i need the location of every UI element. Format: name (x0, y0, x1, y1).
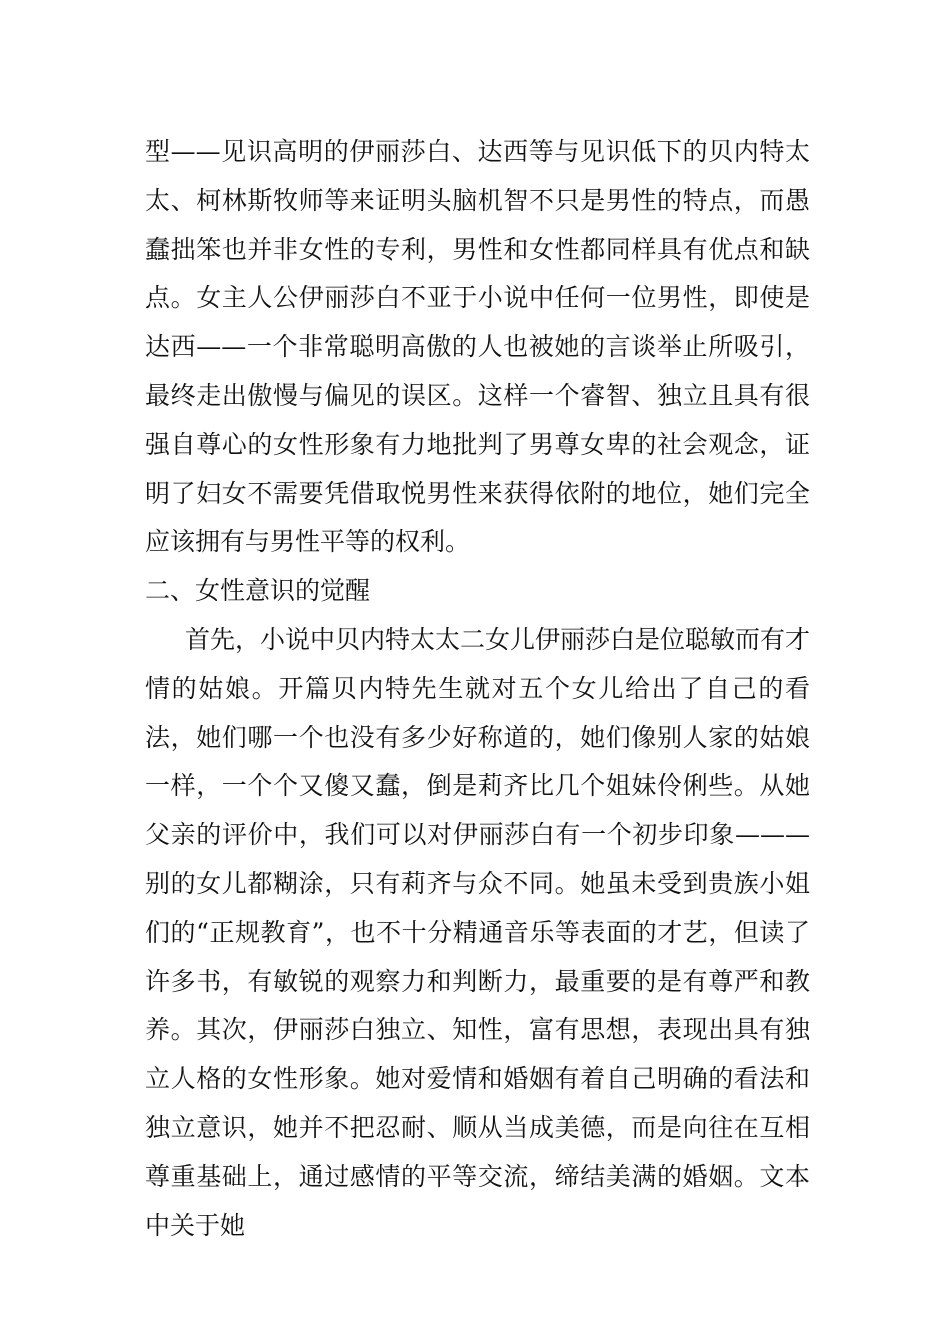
document-body (145, 128, 810, 1250)
section-heading: 二、女性意识的觉醒 (145, 576, 371, 606)
paragraph-body: 首先，小说中贝内特太太二女儿伊丽莎白是位聪敏而有才情的姑娘。开篇贝内特先生就对五个女儿给出了自己的看法，她们哪一个也没有多少好称道的，她们像别人家的姑娘一样，一个个又傻又蠢，倒是莉齐比几个姐妹伶俐些。从她父亲的评价中，我们可以对伊丽莎白有一个初步印象———别的女儿都糊涂，只有莉齐与众不同。她虽未受到贵族小姐们的“正规教育”，也不十分精通音乐等表面的才艺，但读了许多书，有敏锐的观察力和判断力，最重要的是有尊严和教养。其次，伊丽莎白独立、知性，富有思想，表现出具有独立人格的女性形象。她对爱情和婚姻有着自己明确的看法和独立意识，她并不把忍耐、顺从当成美德，而是向往在互相尊重基础上，通过感情的平等交流，缔结美满的婚姻。文本中关于她 (145, 624, 811, 1240)
paragraph-continued: 型——见识高明的伊丽莎白、达西等与见识低下的贝内特太太、柯林斯牧师等来证明头脑机智不只是男性的特点，而愚蠢拙笨也并非女性的专利，男性和女性都同样具有优点和缺点。女主人公伊丽莎白不亚于小说中任何一位男性，即使是达西——一个非常聪明高傲的人也被她的言谈举止所吸引，最终走出傲慢与偏见的误区。这样一个睿智、独立且具有很强自尊心的女性形象有力地批判了男尊女卑的社会观念，证明了妇女不需要凭借取悦男性来获得依附的地位，她们完全应该拥有与男性平等的权利。 (145, 137, 810, 557)
